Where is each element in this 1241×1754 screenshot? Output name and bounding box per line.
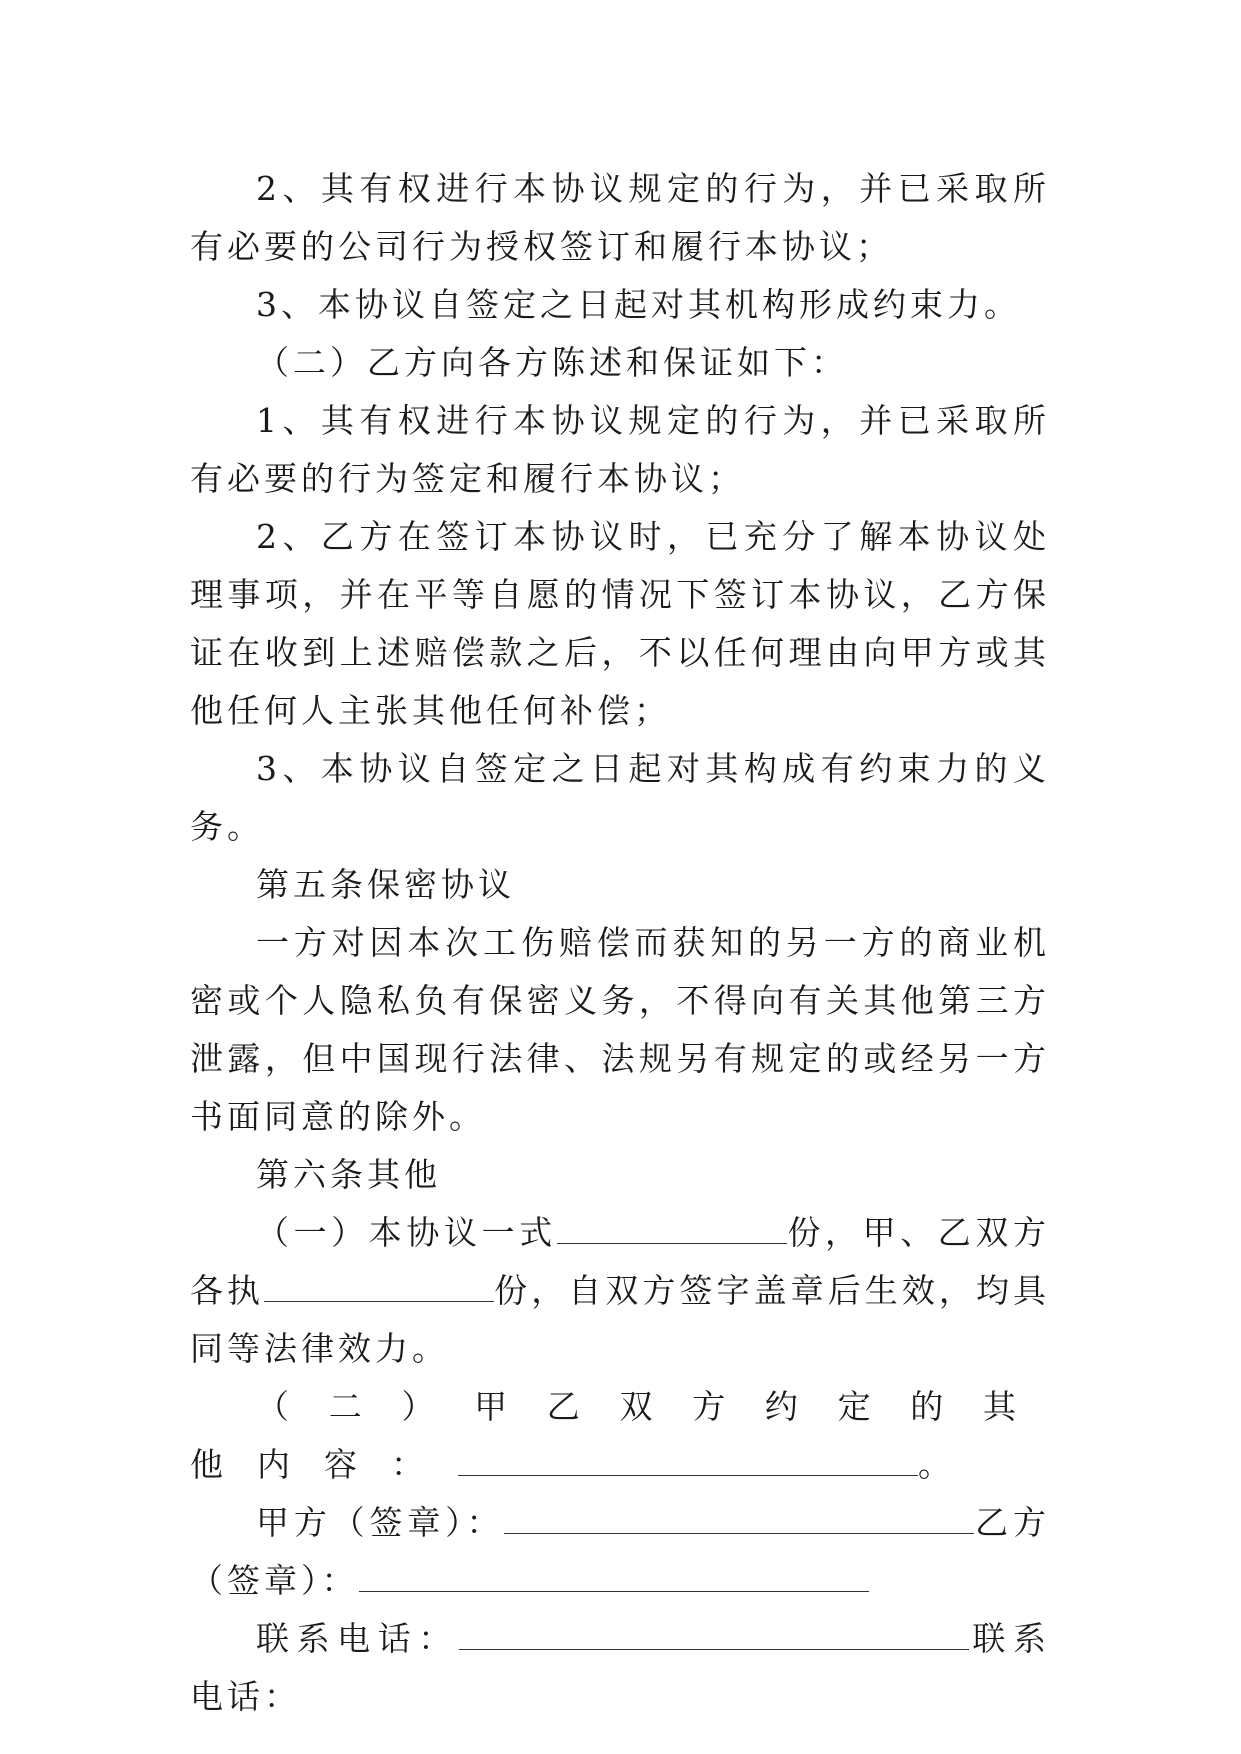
article-6-item-1-text-2: 份，甲、乙双方各执 [190,1213,1051,1310]
article-5-body: 一方对因本次工伤赔偿而获知的另一方的商业机密或个人隐私负有保密义务，不得向有关其他第三方泄露，但中国现行法律、法规另有规定的或经另一方书面同意的除外。 [190,923,1050,1136]
phone-label-b: 联系电话： [190,1619,1051,1716]
article-6-item-1 [190,1204,1050,1378]
article-6-item-1-text-1: （一）本协议一式 [256,1213,557,1252]
other-terms-blank[interactable] [458,1449,918,1476]
article-6-title: 第六条其他 [256,1155,441,1194]
paragraph-party-b-item-3: 3、本协议自签定之日起对其构成有约束力的义务。 [190,749,1050,846]
article-6-item-2 [190,1378,1050,1494]
phone-label-a: 联系电话： [256,1619,459,1658]
phone-line [190,1610,1050,1726]
party-b-sign-label: 乙方（签章）： [190,1503,1051,1600]
heading-party-b-representations: （二）乙方向各方陈述和保证如下： [256,343,848,382]
party-a-signature-blank[interactable] [504,1507,974,1534]
copies-total-blank[interactable] [557,1217,787,1244]
paragraph-party-a-item-3: 3、本协议自签定之日起对其机构形成约束力。 [256,285,1021,324]
article-6-item-2-end: 。 [918,1445,955,1484]
paragraph-party-b-item-2: 2、乙方在签订本协议时，已充分了解本协议处理事项，并在平等自愿的情况下签订本协议，乙方保证在收到上述赔偿款之后，不以任何理由向甲方或其他任何人主张其他任何补偿； [190,517,1050,730]
document-body [190,160,1050,1726]
copies-each-blank[interactable] [264,1275,494,1302]
article-6-item-2-label: （二）甲乙双方约定的其他内容： [190,1387,1050,1484]
article-5-title: 第五条保密协议 [256,865,515,904]
paragraph-party-a-item-2: 2、其有权进行本协议规定的行为，并已采取所有必要的公司行为授权签订和履行本协议； [190,169,1050,266]
signature-line [190,1494,1050,1610]
article-6-item-1-text-3: 份，自双方签字盖章后生效，均具同等法律效力。 [190,1271,1051,1368]
paragraph-party-b-item-1: 1、其有权进行本协议规定的行为，并已采取所有必要的行为签定和履行本协议； [190,401,1050,498]
party-b-signature-blank[interactable] [359,1565,869,1592]
party-a-sign-label: 甲方（签章）： [256,1503,505,1542]
phone-a-blank[interactable] [459,1623,969,1650]
